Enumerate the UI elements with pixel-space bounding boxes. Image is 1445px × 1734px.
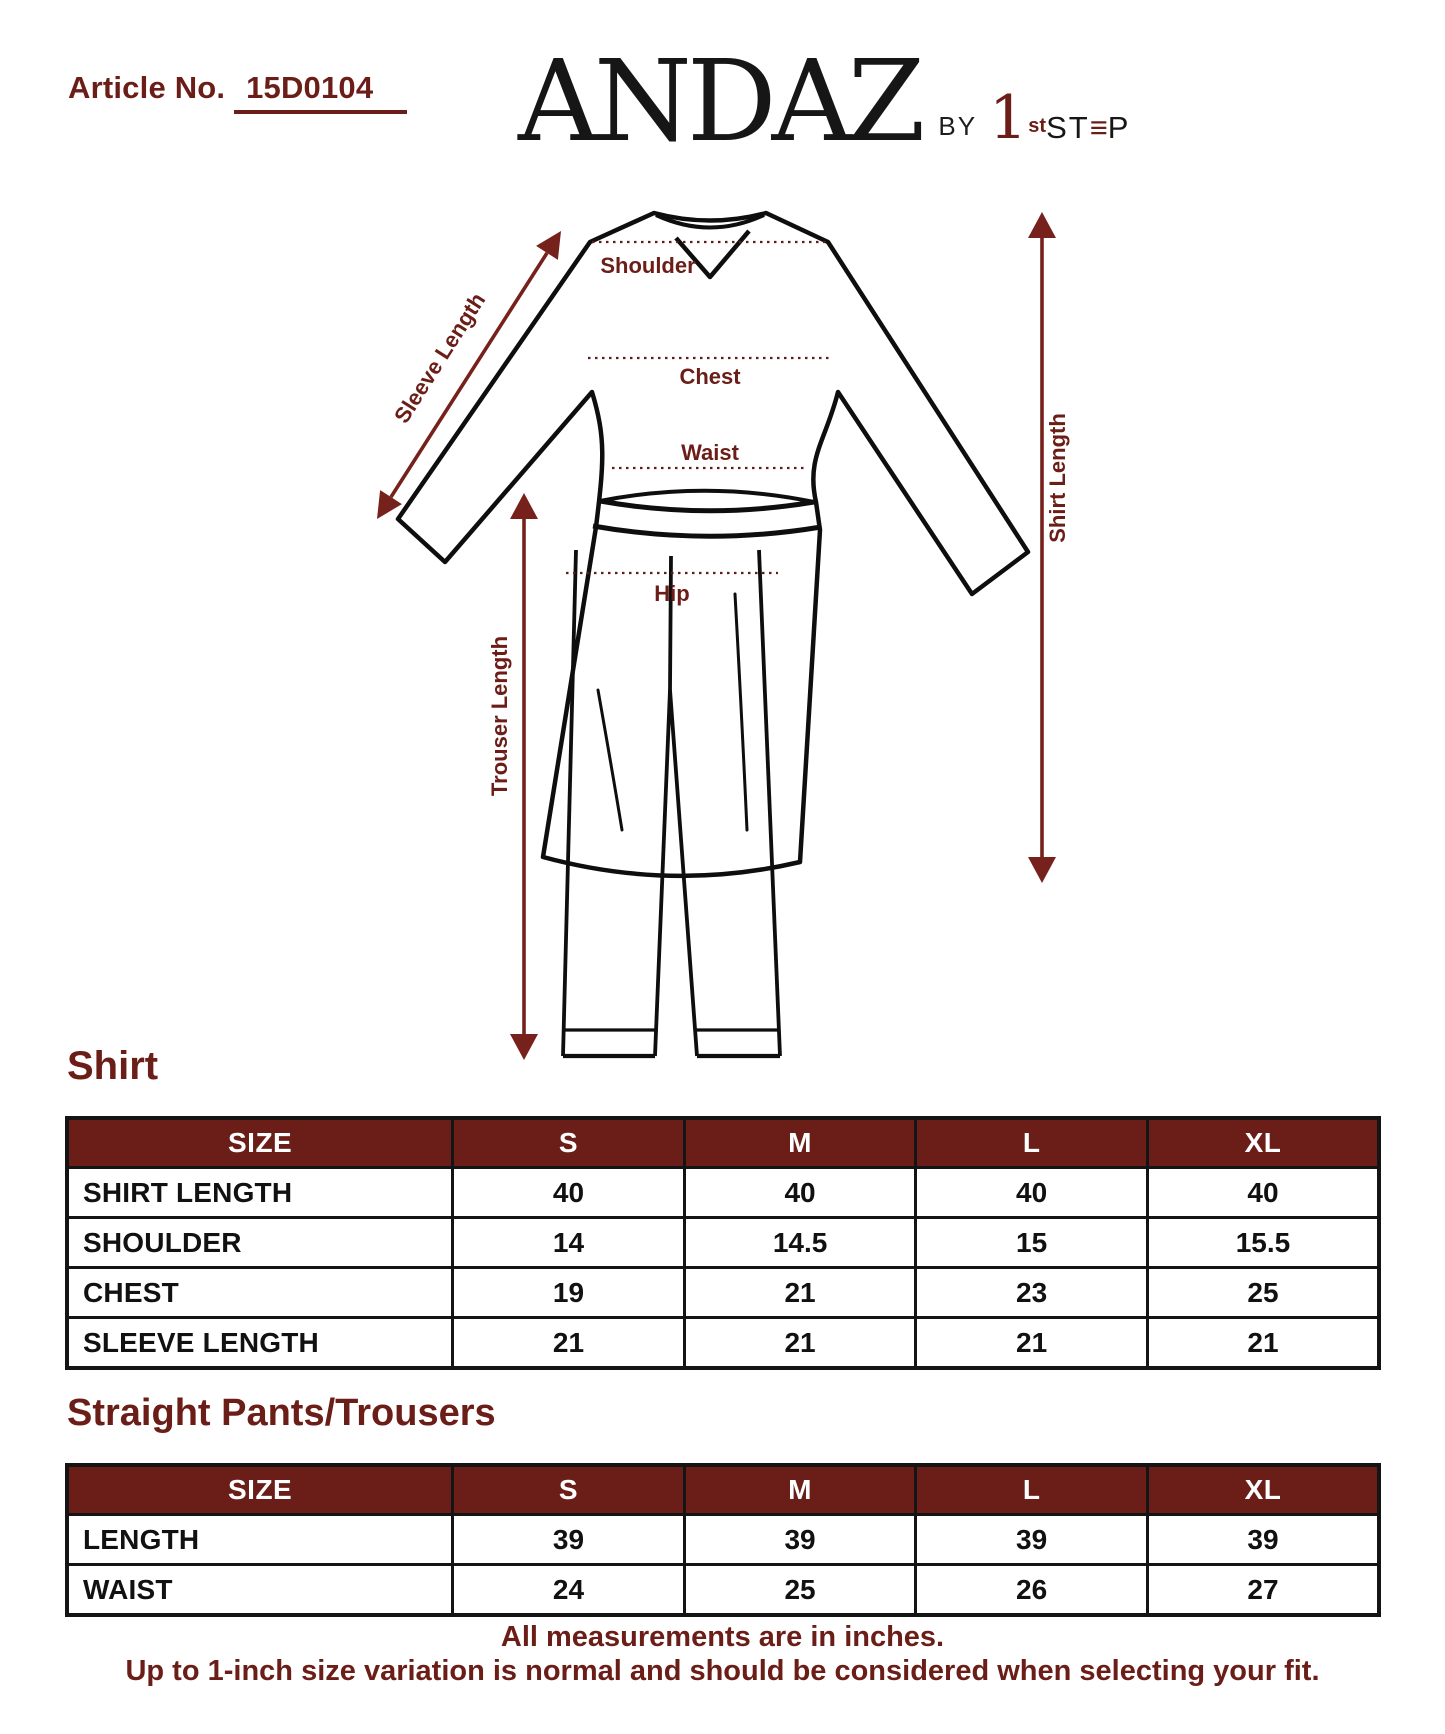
waist-label: Waist	[681, 440, 739, 465]
row-label-chest: CHEST	[67, 1268, 453, 1318]
cell-value: 39	[1147, 1515, 1379, 1565]
cell-value: 21	[1147, 1318, 1379, 1369]
brand-by-text: BY	[938, 111, 978, 141]
brand-sub-number: 1	[989, 83, 1028, 153]
cell-value: 27	[1147, 1565, 1379, 1616]
cell-value: 21	[684, 1318, 916, 1369]
hip-label: Hip	[654, 581, 690, 606]
cell-value: 40	[453, 1168, 685, 1218]
article-label: Article No.	[68, 70, 226, 105]
sleeve-arrowhead-bottom	[377, 490, 402, 519]
cell-value: 23	[916, 1268, 1148, 1318]
brand-sub-st: ST	[1046, 110, 1090, 145]
article-number-line	[68, 70, 407, 106]
table-row	[67, 1168, 1379, 1218]
header-cell-m: M	[684, 1118, 916, 1168]
table-row	[67, 1515, 1379, 1565]
cell-value: 19	[453, 1268, 685, 1318]
header-cell-s: S	[453, 1118, 685, 1168]
cell-value: 26	[916, 1565, 1148, 1616]
table-row	[67, 1268, 1379, 1318]
header-cell-s: S	[453, 1465, 685, 1515]
shirt-section-heading: Shirt	[67, 1044, 159, 1088]
chest-label: Chest	[679, 364, 741, 389]
table-row	[67, 1218, 1379, 1268]
table-row	[67, 1318, 1379, 1369]
brand-sub-e-bars-glyph: ≡	[1089, 110, 1108, 145]
cell-value: 24	[453, 1565, 685, 1616]
table-header-row	[67, 1465, 1379, 1515]
header-cell-xl: XL	[1147, 1118, 1379, 1168]
sleeve-length-label: Sleeve Length	[389, 288, 491, 428]
brand-logo	[518, 37, 1131, 167]
brand-sub-p: P	[1107, 110, 1131, 145]
footer-line-1: All measurements are in inches.	[500, 1621, 945, 1653]
trousers-section-heading: Straight Pants/Trousers	[67, 1392, 496, 1434]
row-label-waist: WAIST	[67, 1565, 453, 1616]
cell-value: 40	[916, 1168, 1148, 1218]
cell-value: 21	[684, 1268, 916, 1318]
row-label-sleeve-length: SLEEVE LENGTH	[67, 1318, 453, 1369]
trouser-arrowhead-bottom	[510, 1034, 538, 1060]
table-header-row	[67, 1118, 1379, 1168]
brand-sub-logo	[989, 83, 1131, 153]
cell-value: 39	[453, 1515, 685, 1565]
header-cell-size: SIZE	[67, 1118, 453, 1168]
cell-value: 40	[684, 1168, 916, 1218]
trousers-size-table	[65, 1463, 1381, 1617]
brand-sub-superscript: st	[1028, 114, 1047, 137]
cell-value: 15	[916, 1218, 1148, 1268]
shirt-length-label: Shirt Length	[1045, 413, 1070, 543]
cell-value: 21	[453, 1318, 685, 1369]
header-cell-l: L	[916, 1465, 1148, 1515]
cell-value: 25	[684, 1565, 916, 1616]
row-label-shirt-length: SHIRT LENGTH	[67, 1168, 453, 1218]
brand-name-text: ANDAZ	[518, 37, 921, 167]
table-row	[67, 1565, 1379, 1616]
header-cell-l: L	[916, 1118, 1148, 1168]
shirt-arrowhead-top	[1028, 212, 1056, 238]
row-label-length: LENGTH	[67, 1515, 453, 1565]
cell-value: 14	[453, 1218, 685, 1268]
cell-value: 14.5	[684, 1218, 916, 1268]
trouser-length-label: Trouser Length	[487, 635, 512, 797]
trouser-arrowhead-top	[510, 493, 538, 519]
shirt-size-table	[65, 1116, 1381, 1370]
shoulder-label: Shoulder	[600, 253, 696, 278]
sleeve-arrowhead-top	[536, 231, 561, 260]
header-cell-m: M	[684, 1465, 916, 1515]
article-number-value: 15D0104	[234, 70, 407, 114]
footer-line-2: Up to 1-inch size variation is normal and should be considered when selecting your fit.	[125, 1655, 1320, 1687]
header-cell-size: SIZE	[67, 1465, 453, 1515]
cell-value: 25	[1147, 1268, 1379, 1318]
header-cell-xl: XL	[1147, 1465, 1379, 1515]
row-label-shoulder: SHOULDER	[67, 1218, 453, 1268]
cell-value: 15.5	[1147, 1218, 1379, 1268]
footer-note	[0, 1620, 1445, 1688]
cell-value: 39	[916, 1515, 1148, 1565]
cell-value: 39	[684, 1515, 916, 1565]
shirt-arrowhead-bottom	[1028, 857, 1056, 883]
garment-measurement-diagram	[330, 185, 1090, 1080]
cell-value: 21	[916, 1318, 1148, 1369]
cell-value: 40	[1147, 1168, 1379, 1218]
